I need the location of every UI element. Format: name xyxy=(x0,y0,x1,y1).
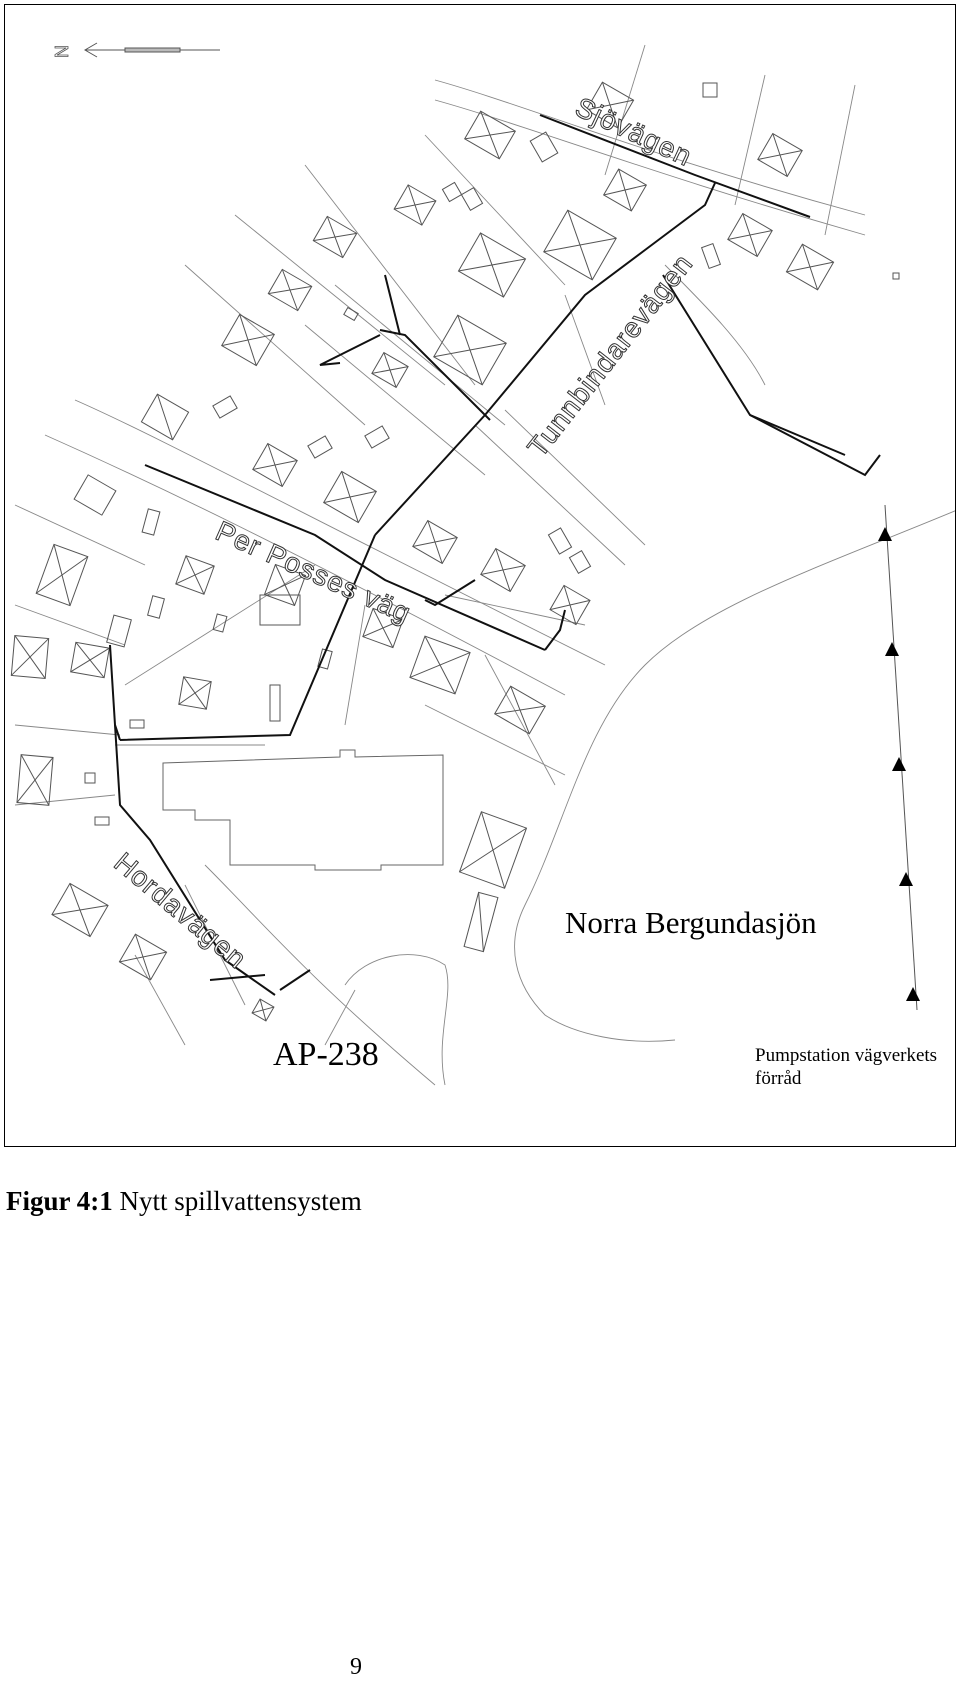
flow-marker-icon xyxy=(885,642,899,656)
flow-marker-icon xyxy=(906,987,920,1001)
figure-caption-text: Nytt spillvattensystem xyxy=(119,1186,362,1216)
road-label: AP-238 xyxy=(273,1036,379,1073)
pump-station-label-line1: Pumpstation vägverkets xyxy=(755,1045,938,1066)
large-building xyxy=(163,750,443,870)
figure-caption xyxy=(6,1186,362,1217)
street-label-sjovagen: Sjövägen xyxy=(570,91,697,173)
site-map xyxy=(4,4,956,1147)
street-label-hordavagen: Hordavägen xyxy=(108,846,253,975)
flow-markers xyxy=(878,527,920,1001)
north-symbol: N xyxy=(52,45,72,58)
flow-marker-icon xyxy=(892,757,906,771)
street-label-tunnbindarevagen: Tunnbindarevägen xyxy=(521,247,699,463)
sewer-mains xyxy=(110,115,880,995)
lake-label: Norra Bergundasjön xyxy=(565,905,817,940)
flow-marker-icon xyxy=(878,527,892,541)
pump-station-label xyxy=(755,1045,937,1091)
figure-caption-prefix: Figur 4:1 xyxy=(6,1186,113,1216)
flow-marker-icon xyxy=(899,872,913,886)
pump-station-label-line2: förråd xyxy=(755,1067,802,1089)
pressure-pipe xyxy=(885,505,917,1010)
street-label-per-posses-vag: Per Posses väg xyxy=(211,515,416,629)
page-number: 9 xyxy=(350,1654,362,1680)
north-arrow-icon xyxy=(85,43,220,57)
map-drawing xyxy=(5,5,956,1147)
